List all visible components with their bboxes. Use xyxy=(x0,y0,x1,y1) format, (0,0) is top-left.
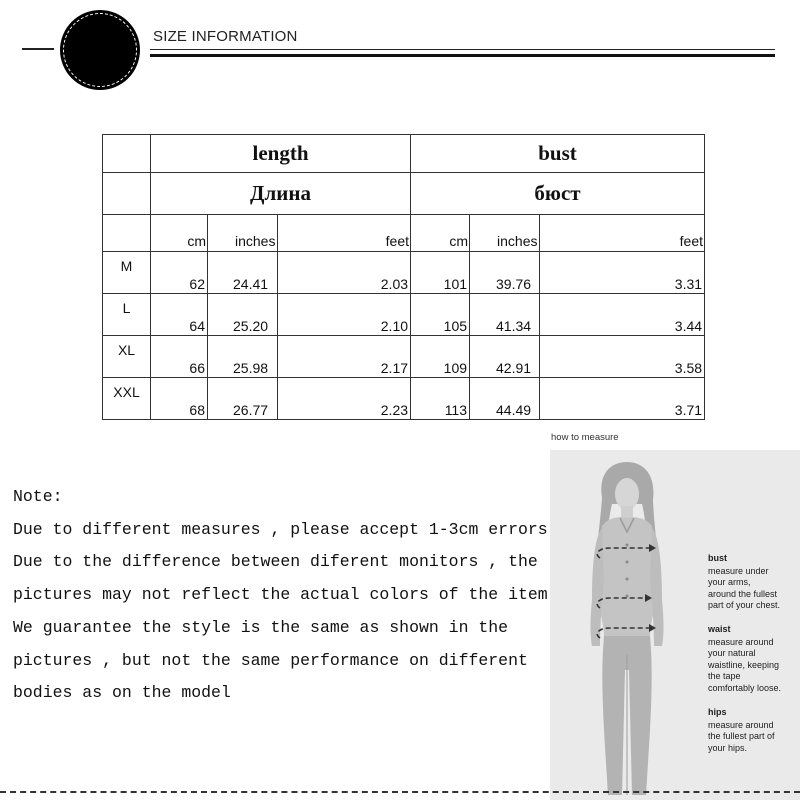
bottom-dashed-divider xyxy=(0,791,800,793)
bust-feet: 3.58 xyxy=(540,336,705,378)
table-row xyxy=(103,336,705,378)
header-circle-badge xyxy=(60,10,140,90)
table-row xyxy=(103,378,705,420)
instruction-line: measure around xyxy=(708,719,774,730)
note-line: Due to the difference between diferent monitors , the xyxy=(13,552,538,572)
header-rule-thick xyxy=(150,54,775,57)
length-cm: 66 xyxy=(151,336,208,378)
instruction-line: your hips. xyxy=(708,742,748,753)
length-header-en: length xyxy=(151,135,411,173)
size-label: M xyxy=(103,252,151,294)
length-inches: 26.77 xyxy=(208,378,278,420)
instruction-line: the fullest part of xyxy=(708,731,775,741)
instruction-line: comfortably loose. xyxy=(708,682,782,693)
table-row xyxy=(103,252,705,294)
unit-feet: feet xyxy=(540,215,705,252)
length-inches: 24.41 xyxy=(208,252,278,294)
length-cm: 62 xyxy=(151,252,208,294)
table-corner-cell xyxy=(103,173,151,215)
unit-cm: cm xyxy=(151,215,208,252)
bust-cm: 109 xyxy=(411,336,470,378)
note-line: bodies as on the model xyxy=(13,683,231,703)
instruction-line: your natural xyxy=(708,648,756,658)
length-feet: 2.17 xyxy=(278,336,411,378)
note-line: Due to different measures , please accept 1-3cm errors xyxy=(13,519,548,539)
how-to-measure-panel xyxy=(550,450,800,800)
note-block xyxy=(13,481,553,710)
table-units-row xyxy=(103,215,705,252)
hips-instruction xyxy=(708,707,775,754)
length-feet: 2.03 xyxy=(278,252,411,294)
page-title: SIZE INFORMATION xyxy=(153,28,298,45)
bust-inches: 42.91 xyxy=(470,336,540,378)
bust-label: bust xyxy=(708,553,727,563)
bust-cm: 101 xyxy=(411,252,470,294)
length-cm: 64 xyxy=(151,294,208,336)
bust-inches: 39.76 xyxy=(470,252,540,294)
table-header-row-ru xyxy=(103,173,705,215)
length-inches: 25.20 xyxy=(208,294,278,336)
size-label: L xyxy=(103,294,151,336)
instruction-line: your arms, xyxy=(708,577,751,587)
header-rule-thin xyxy=(150,49,775,50)
bust-header-ru: бюст xyxy=(411,173,705,215)
bust-feet: 3.44 xyxy=(540,294,705,336)
length-feet: 2.10 xyxy=(278,294,411,336)
header-left-line xyxy=(22,48,54,50)
unit-cm: cm xyxy=(411,215,470,252)
bust-instruction xyxy=(708,553,780,612)
size-label: XL xyxy=(103,336,151,378)
hips-label: hips xyxy=(708,707,727,717)
bust-inches: 41.34 xyxy=(470,294,540,336)
size-table xyxy=(102,134,705,420)
instruction-line: part of your chest. xyxy=(708,600,781,610)
note-line: pictures , but not the same performance on different xyxy=(13,650,528,670)
instruction-line: the tape xyxy=(708,671,741,681)
bust-inches: 44.49 xyxy=(470,378,540,420)
waist-label: waist xyxy=(708,624,731,634)
bust-cm: 105 xyxy=(411,294,470,336)
length-inches: 25.98 xyxy=(208,336,278,378)
table-row xyxy=(103,294,705,336)
table-header-row-en xyxy=(103,135,705,173)
note-line: pictures may not reflect the actual colors of the item xyxy=(13,585,548,605)
table-corner-cell xyxy=(103,135,151,173)
bust-feet: 3.71 xyxy=(540,378,705,420)
length-header-ru: Длина xyxy=(151,173,411,215)
size-label: XXL xyxy=(103,378,151,420)
bust-feet: 3.31 xyxy=(540,252,705,294)
length-cm: 68 xyxy=(151,378,208,420)
instruction-line: measure under xyxy=(708,565,769,576)
unit-inches: inches xyxy=(208,215,278,252)
model-figure-illustration xyxy=(550,450,705,800)
how-to-measure-title: how to measure xyxy=(551,432,619,443)
table-corner-cell xyxy=(103,215,151,252)
instruction-line: waistline, keeping xyxy=(708,659,780,670)
length-feet: 2.23 xyxy=(278,378,411,420)
bust-cm: 113 xyxy=(411,378,470,420)
waist-instruction xyxy=(708,624,781,694)
unit-feet: feet xyxy=(278,215,411,252)
instruction-line: around the fullest xyxy=(708,588,778,599)
note-heading: Note: xyxy=(13,487,63,506)
instruction-line: measure around xyxy=(708,636,774,647)
note-line: We guarantee the style is the same as shown in the xyxy=(13,617,509,637)
bust-header-en: bust xyxy=(411,135,705,173)
unit-inches: inches xyxy=(470,215,540,252)
